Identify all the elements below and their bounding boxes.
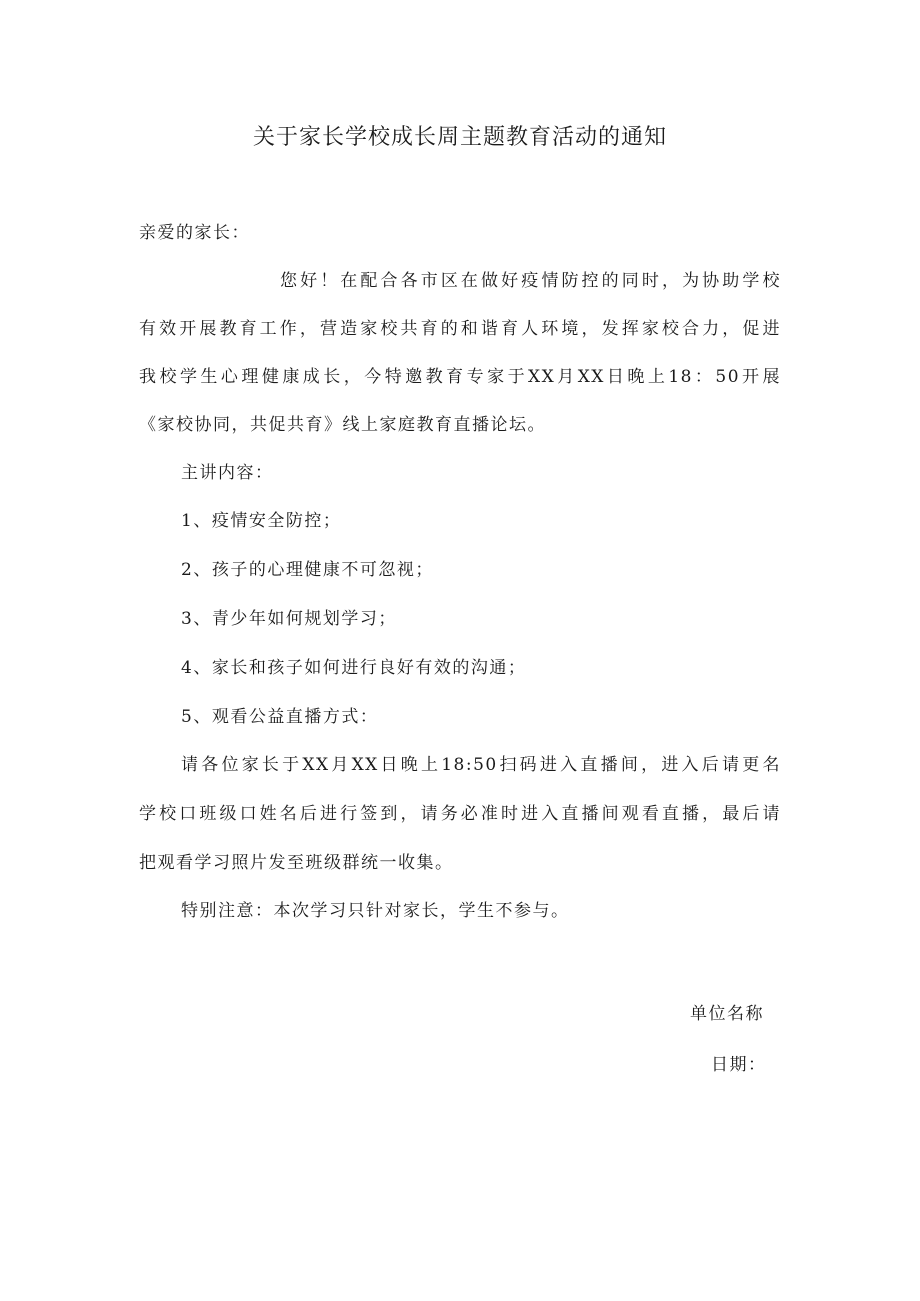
document-title: 关于家长学校成长周主题教育活动的通知: [252, 125, 667, 150]
topic-item: 3、青少年如何规划学习；: [181, 609, 397, 629]
special-notice: 特别注意：本次学习只针对家长，学生不参与。: [181, 901, 570, 921]
salutation: 亲爱的家长：: [139, 223, 250, 243]
paragraph1-line-3: 我校学生心理健康成长，今特邀教育专家于XX月XX日晚上18：50开展: [139, 367, 781, 387]
signature-unit-name: 单位名称: [690, 1004, 764, 1024]
topic-item: 5、观看公益直播方式：: [181, 707, 379, 727]
topic-item: 2、孩子的心理健康不可忽视；: [181, 560, 434, 580]
topic-item: 4、家长和孩子如何进行良好有效的沟通；: [181, 658, 527, 678]
paragraph1-line-4: 《家校协同，共促共育》线上家庭教育直播论坛。: [139, 415, 546, 435]
signature-date: 日期：: [711, 1055, 767, 1075]
paragraph2-line-2: 学校口班级口姓名后进行签到，请务必准时进入直播间观看直播，最后请: [139, 804, 781, 824]
topics-heading: 主讲内容：: [181, 463, 274, 483]
paragraph2-line-3: 把观看学习照片发至班级群统一收集。: [139, 853, 454, 873]
topic-item: 1、疫情安全防控；: [181, 511, 342, 531]
paragraph1-line-1: 您好！在配合各市区在做好疫情防控的同时，为协助学校: [280, 271, 781, 291]
paragraph2-line-1: 请各位家长于XX月XX日晚上18:50扫码进入直播间，进入后请更名: [181, 755, 781, 775]
paragraph1-line-2: 有效开展教育工作，营造家校共育的和谐育人环境，发挥家校合力，促进: [139, 319, 781, 339]
